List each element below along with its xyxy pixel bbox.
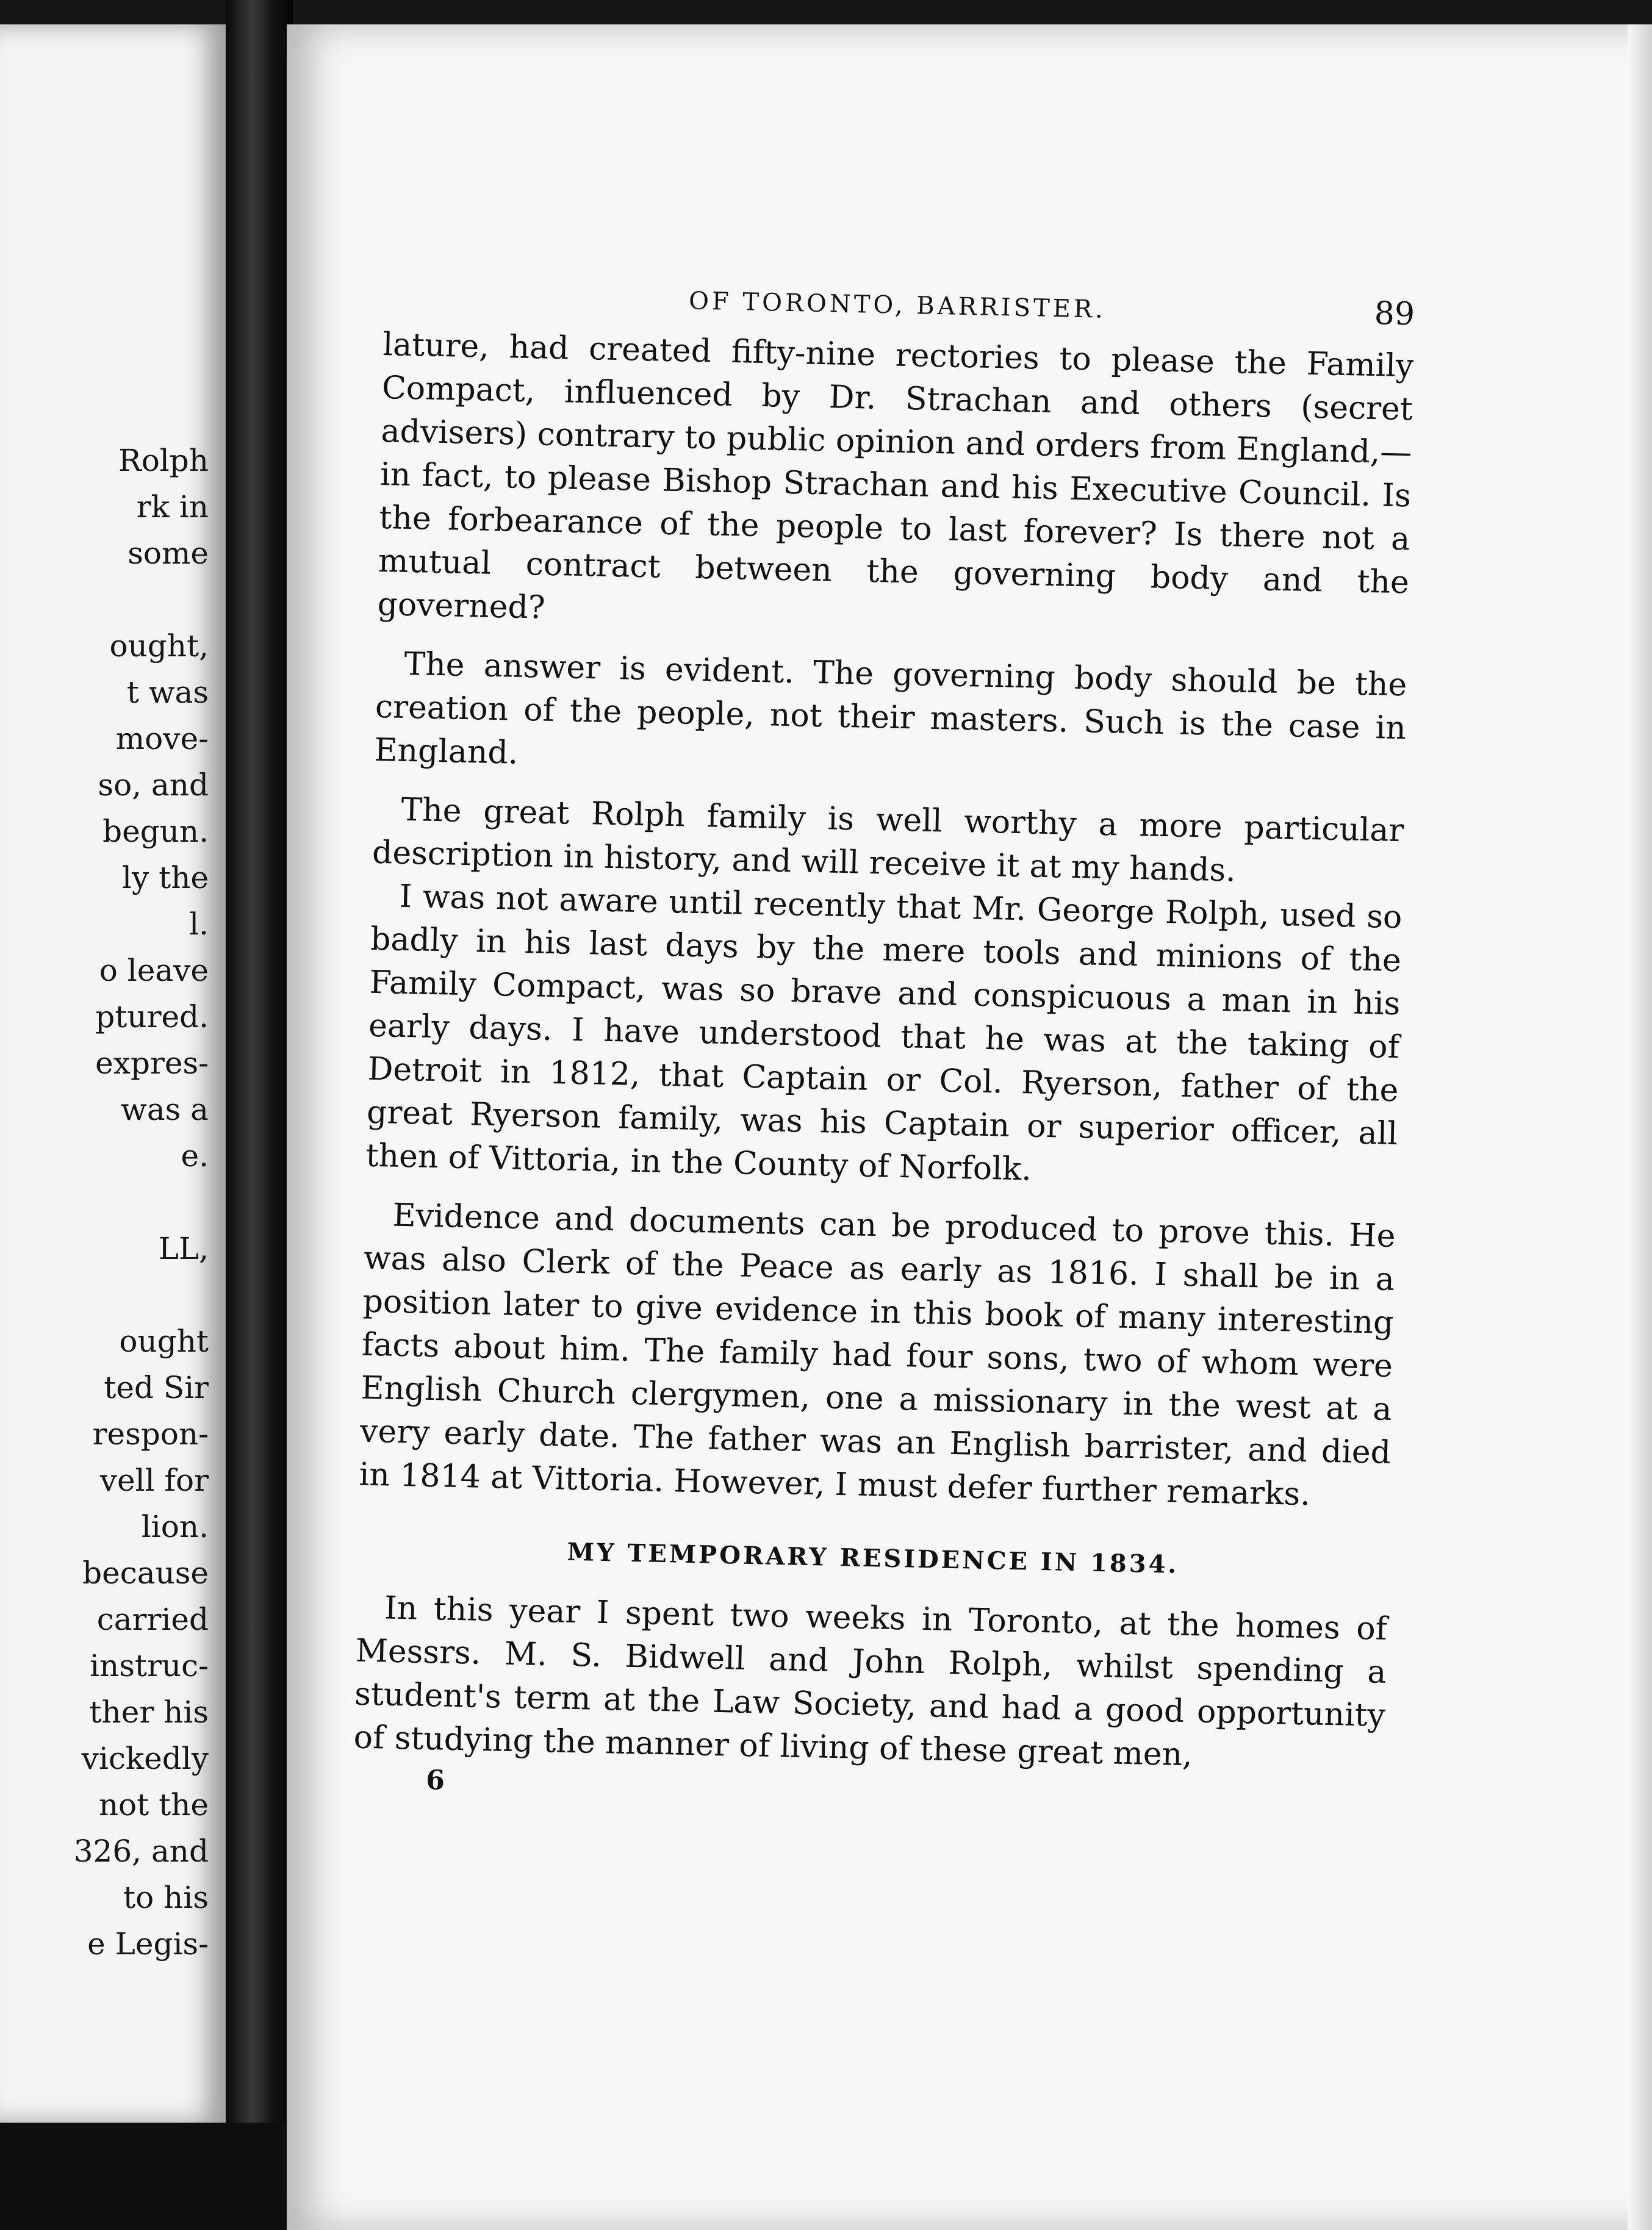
left-page-line: ly the (121, 860, 209, 895)
left-page-line: ther his (89, 1694, 209, 1730)
left-page-line: vell for (99, 1463, 209, 1498)
left-page-line: so, and (98, 767, 209, 803)
left-page-line: ought (119, 1324, 209, 1359)
left-page-line: begun. (102, 814, 209, 849)
left-page-line: Rolph (118, 443, 209, 478)
paragraph: I was not aware until recently that Mr. George Rolph, used so badly in his last days by the mere tools and minions of the Family Compact, was so brave and conspicuous a man in his early days. I have understood that he was at the taking of Detroit in 1812, that Captain or Col. Ryerson, father of the great Ryerson family, was his Captain or superior officer, all then of Vittoria, in the County of Norfolk. (365, 878, 1402, 1188)
paragraph: Evidence and documents can be produced to prove this. He was also Clerk of the Peace as early as 1816. I shall be in a position later to give evidence in this book of many interesting facts about him. The family had four sons, two of whom were English Church clergymen, one a missionary in the west at a very early date. The father was an English barrister, and died in 1814 at Vittoria. However, I must defer further remarks. (359, 1197, 1396, 1513)
page-content (353, 274, 1415, 1816)
left-page-line: o leave (99, 953, 209, 988)
left-page-line: not the (98, 1787, 209, 1823)
left-page-line: instruc- (90, 1648, 209, 1683)
book-gutter (226, 0, 293, 2230)
left-page-line: move- (115, 721, 209, 756)
left-page-line: 326, and (73, 1834, 209, 1869)
left-page-line: ought, (109, 628, 209, 664)
page-number: 89 (1374, 295, 1415, 333)
left-page-line: e. (181, 1138, 209, 1174)
section-heading: MY TEMPORARY RESIDENCE IN 1834. (567, 1537, 1179, 1579)
left-page-line: respon- (92, 1416, 209, 1452)
right-page (287, 24, 1652, 2230)
left-page-line: carried (96, 1602, 209, 1637)
paragraph: The great Rolph family is well worthy a more particular description in history, and will receive it at my hands. (372, 791, 1404, 889)
signature-mark: 6 (425, 1764, 445, 1796)
left-page-line: t was (126, 675, 209, 710)
left-page-line: because (82, 1555, 209, 1591)
left-page-line: was a (121, 1092, 209, 1127)
body-text (353, 323, 1414, 1816)
paragraph: lature, had created fifty-nine rectories to please the Family Compact, influenced by Dr. Strachan and others (secret advisers) contrary to public opinion and orders from England,—in fact, to please Bishop Strachan and his Executive Council. Is the forbearance of the people to last forever? Is there not a mutual contract between the governing body and the governed? (377, 326, 1414, 626)
left-page-line: e Legis- (87, 1926, 209, 1962)
left-page-line: some (127, 536, 209, 571)
running-head-title: OF TORONTO, BARRISTER. (688, 287, 1107, 324)
left-page-line: to his (123, 1880, 209, 1915)
left-page-line: vickedly (81, 1741, 209, 1776)
left-page-line: rk in (136, 489, 209, 525)
left-page-line: l. (189, 906, 209, 942)
scan-bottom-left (0, 2123, 287, 2230)
left-page-line: expres- (95, 1045, 209, 1081)
left-page-line: ted Sir (104, 1370, 209, 1405)
left-page-fragment (0, 24, 226, 2123)
paragraph: The answer is evident. The governing body should be the creation of the people, not their masters. Such is the case in England. (374, 645, 1407, 772)
page-edge (1628, 24, 1652, 2230)
paragraph: In this year I spent two weeks in Toronto, at the homes of Messrs. M. S. Bidwell and John Rolph, whilst spending a student's term at the Law Society, and had a good opportunity of studying the manner of living of these great men, (353, 1590, 1388, 1774)
left-page-line: LL, (158, 1231, 209, 1266)
left-page-line: ptured. (95, 999, 209, 1034)
left-page-line: lion. (141, 1509, 209, 1544)
